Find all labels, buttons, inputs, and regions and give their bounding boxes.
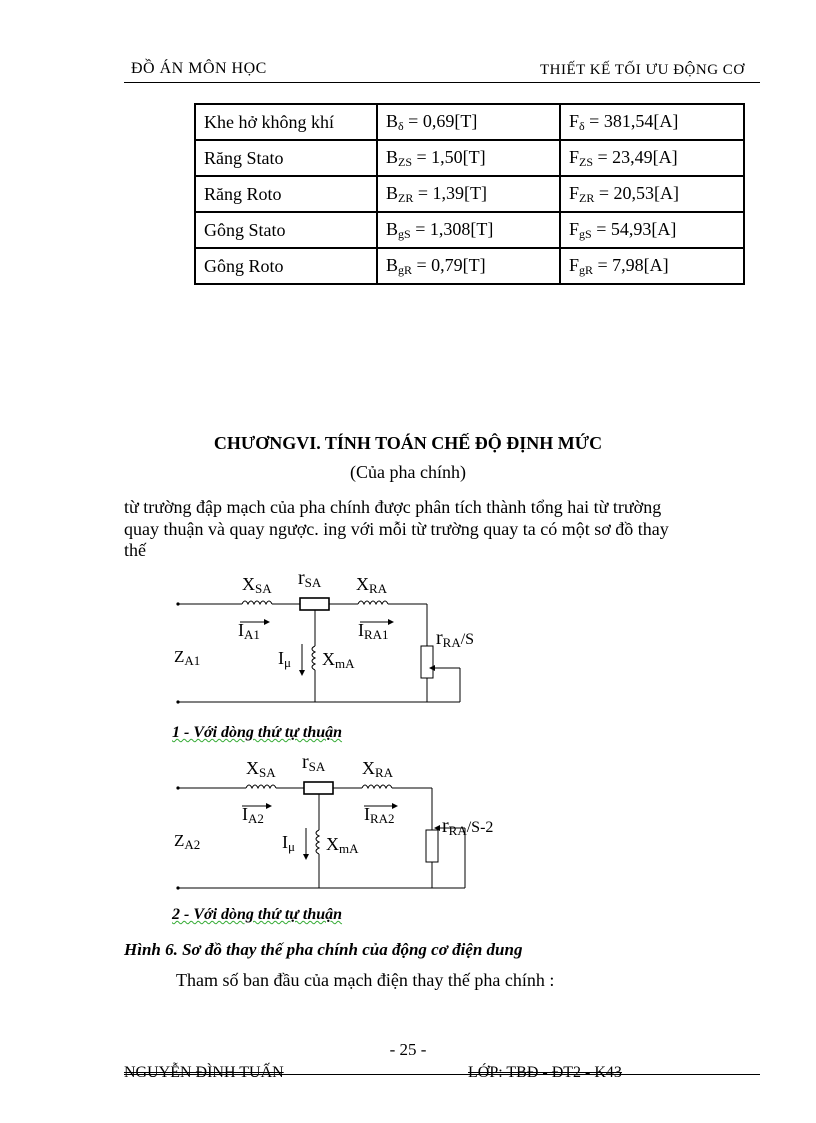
intro-line-3: thế (124, 540, 146, 560)
flux-density: $B_{ZR} = 1,39[T]$ (377, 176, 560, 212)
table-row (195, 176, 744, 212)
x-ra-label: XRA (362, 758, 394, 780)
figure-caption: Hình 6. Sơ đồ thay thế pha chính của động cơ điện dung (124, 940, 523, 959)
intro-line-1: từ trường đập mạch của pha chính được phân tích thành tổng hai từ trường (124, 497, 662, 517)
x-sa-label: XSA (246, 758, 276, 780)
page-number: - 25 - (389, 1040, 427, 1059)
row-label: Gông Stato (195, 212, 377, 248)
header-left: ĐỒ ÁN MÔN HỌC (131, 60, 267, 77)
mmf-value: $F_\delta = 381,54[A]$ (560, 104, 744, 140)
mmf-value: $F_{ZS} = 23,49[A]$ (560, 140, 744, 176)
flux-density: $B_{gR} = 0,79[T]$ (377, 248, 560, 284)
row-label: Khe hở không khí (195, 104, 377, 140)
intro-line-2: quay thuận và quay ngược. ing với mỗi từ trường quay ta có một sơ đồ thay (124, 519, 669, 539)
flux-density: $B_\delta = 0,69[T]$ (377, 104, 560, 140)
i-mu-label: Iμ (282, 832, 295, 854)
footer-author: NGUYỄN ĐÌNH TUẤN (124, 1064, 284, 1081)
r-sa-label: rSA (302, 751, 326, 774)
table-row (195, 140, 744, 176)
table-row (195, 212, 744, 248)
chapter-title: CHƯƠNGVI. TÍNH TOÁN CHẾ ĐỘ ĐỊNH MỨC (213, 433, 603, 453)
parameter-line: Tham số ban đầu của mạch điện thay thế pha chính : (176, 970, 555, 990)
x-ma-label: XmA (326, 834, 359, 856)
x-ra-label: XRA (356, 574, 388, 596)
header-right: THIẾT KẾ TỐI ƯU ĐỘNG CƠ (540, 62, 745, 78)
row-label: Gông Roto (195, 248, 377, 284)
i-a2-label: IA2 (242, 804, 264, 826)
r-ra-s-label: rRA/S (436, 627, 475, 650)
table-row (195, 104, 744, 140)
row-label: Răng Stato (195, 140, 377, 176)
mmf-value: $F_{gR} = 7,98[A]$ (560, 248, 744, 284)
flux-density: $B_{gS} = 1,308[T]$ (377, 212, 560, 248)
mmf-value: $F_{gS} = 54,93[A]$ (560, 212, 744, 248)
i-ra2-label: IRA2 (364, 804, 395, 826)
i-ra1-label: IRA1 (358, 620, 389, 642)
z-a1-label: ZA1 (174, 647, 201, 668)
x-sa-label: XSA (242, 574, 272, 596)
row-label: Răng Roto (195, 176, 377, 212)
i-a1-label: IA1 (238, 620, 260, 642)
x-ma-label: XmA (322, 649, 355, 671)
i-mu-label: Iμ (278, 648, 291, 670)
footer-divider (124, 1074, 760, 1075)
flux-density: $B_{ZS} = 1,50[T]$ (377, 140, 560, 176)
magnetic-table (194, 103, 745, 285)
chapter-subtitle: (Của pha chính) (350, 462, 466, 482)
circuit-2-caption: 2 - Với dòng thứ tự thuận (172, 906, 343, 923)
circuit-diagram-2 (160, 748, 500, 898)
circuit-1-caption: 1 - Với dòng thứ tự thuận (172, 724, 343, 741)
mmf-value: $F_{ZR} = 20,53[A]$ (560, 176, 744, 212)
table-row (195, 248, 744, 284)
footer-class: LỚP: TBĐ - ĐT2 - K43 (468, 1064, 622, 1081)
r-sa-label: rSA (298, 567, 322, 590)
r-ra-s2-label: rRA/S-2 (442, 815, 494, 838)
z-a2-label: ZA2 (174, 831, 201, 852)
circuit-diagram-1 (160, 562, 480, 714)
header-divider (124, 82, 760, 83)
